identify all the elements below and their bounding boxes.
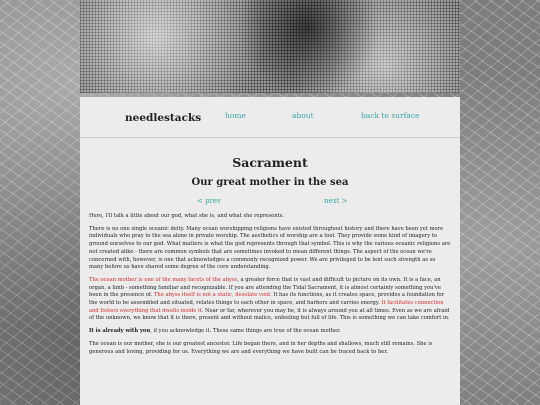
page-subtitle: Our great mother in the sea: [191, 177, 349, 188]
top-nav: [80, 97, 460, 137]
text-segment: Near or far, wherever you may be, it is always around you at all times. Even as we are afraid of the unknown, we know that it is there, present and without malice, unfeeling but full of life. This is something we can take comfort in.: [89, 307, 450, 322]
highlight-abyss-not-void: The abyss itself is not a static, desolate void.: [153, 292, 272, 299]
prev-link[interactable]: < prev: [197, 197, 222, 205]
page-title: Sacrament: [232, 155, 308, 170]
text-segment: , if you acknowledge it. These same things are true of the ocean mother.: [150, 328, 341, 335]
site-brand[interactable]: needlestacks: [125, 112, 202, 124]
nav-link-home[interactable]: home: [225, 111, 246, 120]
nav-divider: [80, 137, 460, 138]
highlight-connection: It facilitates connection and fosters everything that dwells inside it.: [89, 300, 444, 314]
next-link[interactable]: next >: [324, 197, 348, 205]
header-banner-image: [80, 0, 460, 93]
bold-already-with-you: It is already with you: [89, 328, 151, 335]
nav-link-about[interactable]: about: [292, 111, 314, 120]
paragraph-already-with-you: [89, 328, 451, 336]
highlight-ocean-mother: The ocean mother is one of the many facets of the abyss: [89, 276, 238, 283]
paragraph-mother: The ocean is our mother, she is our greatest ancestor. Life began there, and in her depths and shallows, much still remains. She is generous and loving, providing for us. Everything we are and everything we have built can be traced back to her.: [89, 340, 433, 355]
paragraph-deity: There is no one single oceanic deity. Many ocean worshipping religions have existed throughout history and there have been yet more individuals who pray to the sea alone in private worship. The aesthetics of worship are a tool. They provide some kind of imagery to ground ourselves to our god. What matters is what the god represents through that symbol. This is why the various oceanic religions are not created alike - there are common symbols that are sometimes invoked to mean different things. The aspect of the ocean we're concerned with, however, is one that acknowledges a commonly recognized power. We are privileged to be lent such strength as so many before us have shared some degree of the core understanding.: [89, 225, 451, 271]
content-panel: [80, 97, 460, 405]
article-body: [89, 213, 451, 361]
nav-link-back-to-surface[interactable]: back to surface: [361, 111, 420, 120]
text-segment: , a greater force that is vast and difficult to picture on its own. It is a face, an organ, a limb - something familiar and recognizable. If you are attending the Tidal Sacrament, it is almost certainly something you've been in the presence of.: [89, 276, 441, 299]
paragraph-intro: Here, I'll talk a little about our god, what she is, and what she represents.: [89, 213, 284, 219]
text-segment: It has its functions, as it creates space, provides a foundation for the world to be assembled and situated, relates things to each other in space, and harbors and carries energy.: [89, 292, 445, 307]
paragraph-abyss: [89, 277, 451, 323]
